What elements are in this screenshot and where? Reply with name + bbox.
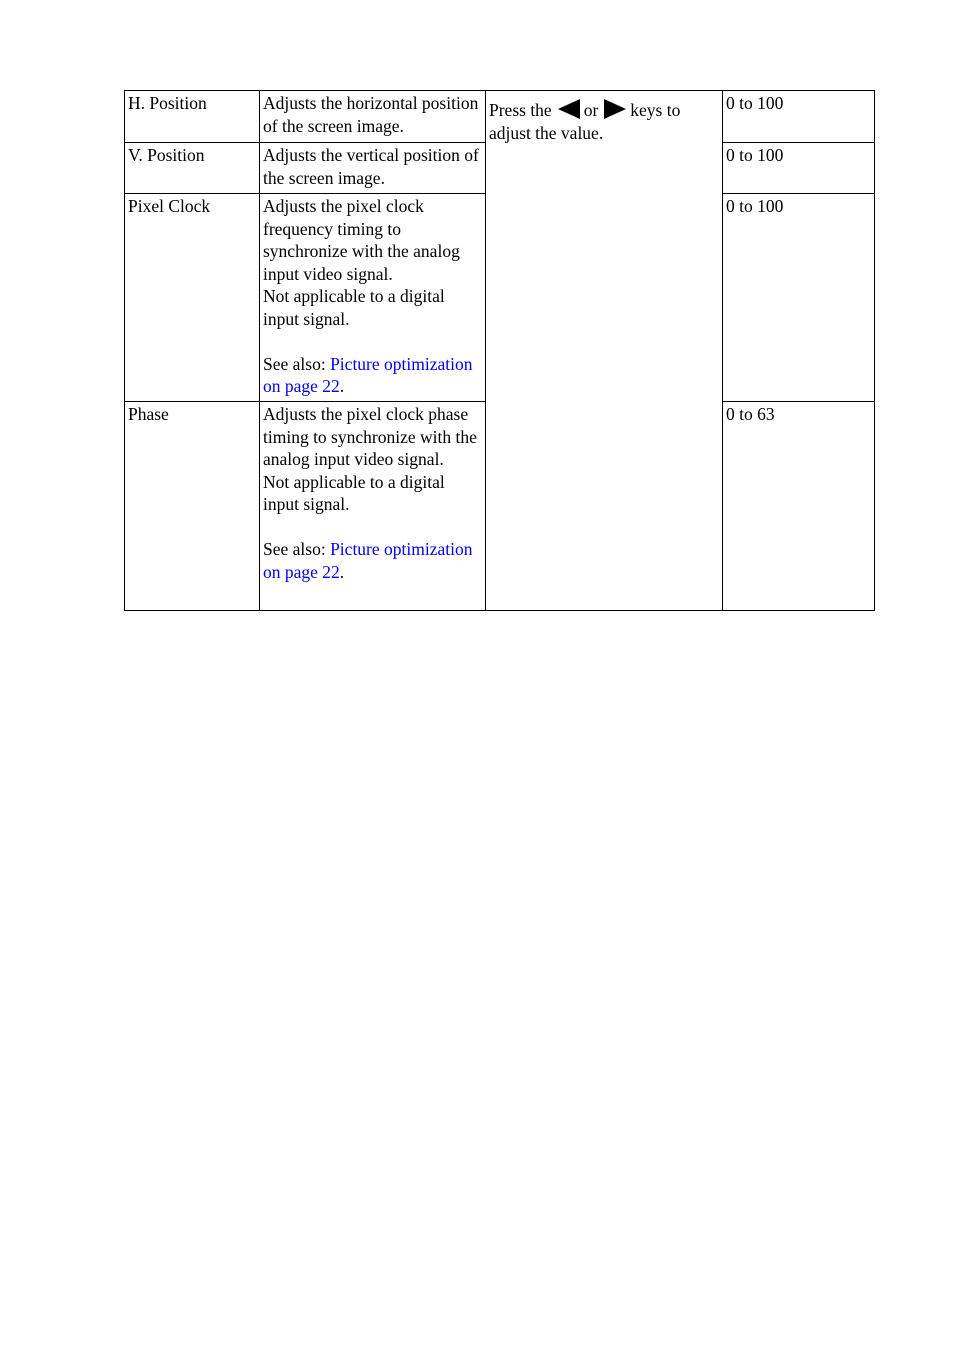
operation-prefix: Press the [489, 100, 552, 120]
setting-description: Adjusts the pixel clock frequency timing to synchronize with the analog input video signal. [263, 196, 460, 284]
settings-table [124, 90, 875, 611]
picture-optimization-link[interactable]: Picture optimization on page 22 [263, 539, 473, 582]
operation-suffix: keys to adjust the value. [489, 100, 681, 143]
setting-note: Not applicable to a digital input signal. [263, 471, 445, 514]
setting-description: Adjusts the vertical position of the screen image. [260, 143, 486, 194]
see-also-prefix: See also: [263, 539, 331, 559]
setting-name: H. Position [125, 91, 260, 143]
see-also-suffix: . [339, 561, 345, 582]
setting-note: Not applicable to a digital input signal. [263, 286, 445, 329]
picture-optimization-link[interactable]: Picture optimization on page 22 [263, 353, 473, 396]
setting-description: Adjusts the horizontal position of the screen image. [260, 91, 486, 143]
operation-middle: or [583, 100, 599, 120]
setting-description-cell [260, 402, 486, 611]
spacer [263, 330, 482, 353]
table-row [125, 91, 875, 143]
setting-range: 0 to 100 [723, 194, 875, 402]
see-also-prefix: See also: [263, 353, 331, 374]
setting-description-cell [260, 194, 486, 402]
setting-description: Adjusts the pixel clock phase timing to synchronize with the analog input video signal. [263, 404, 477, 469]
spacer [263, 516, 482, 539]
setting-range: 0 to 100 [723, 143, 875, 194]
setting-name: Phase [125, 402, 260, 611]
setting-name: V. Position [125, 143, 260, 194]
left-arrow-icon [558, 99, 580, 119]
right-arrow-icon [604, 99, 626, 119]
see-also-suffix: . [339, 376, 345, 396]
setting-range: 0 to 63 [723, 402, 875, 611]
setting-name: Pixel Clock [125, 194, 260, 402]
operation-cell [486, 91, 723, 611]
setting-range: 0 to 100 [723, 91, 875, 143]
